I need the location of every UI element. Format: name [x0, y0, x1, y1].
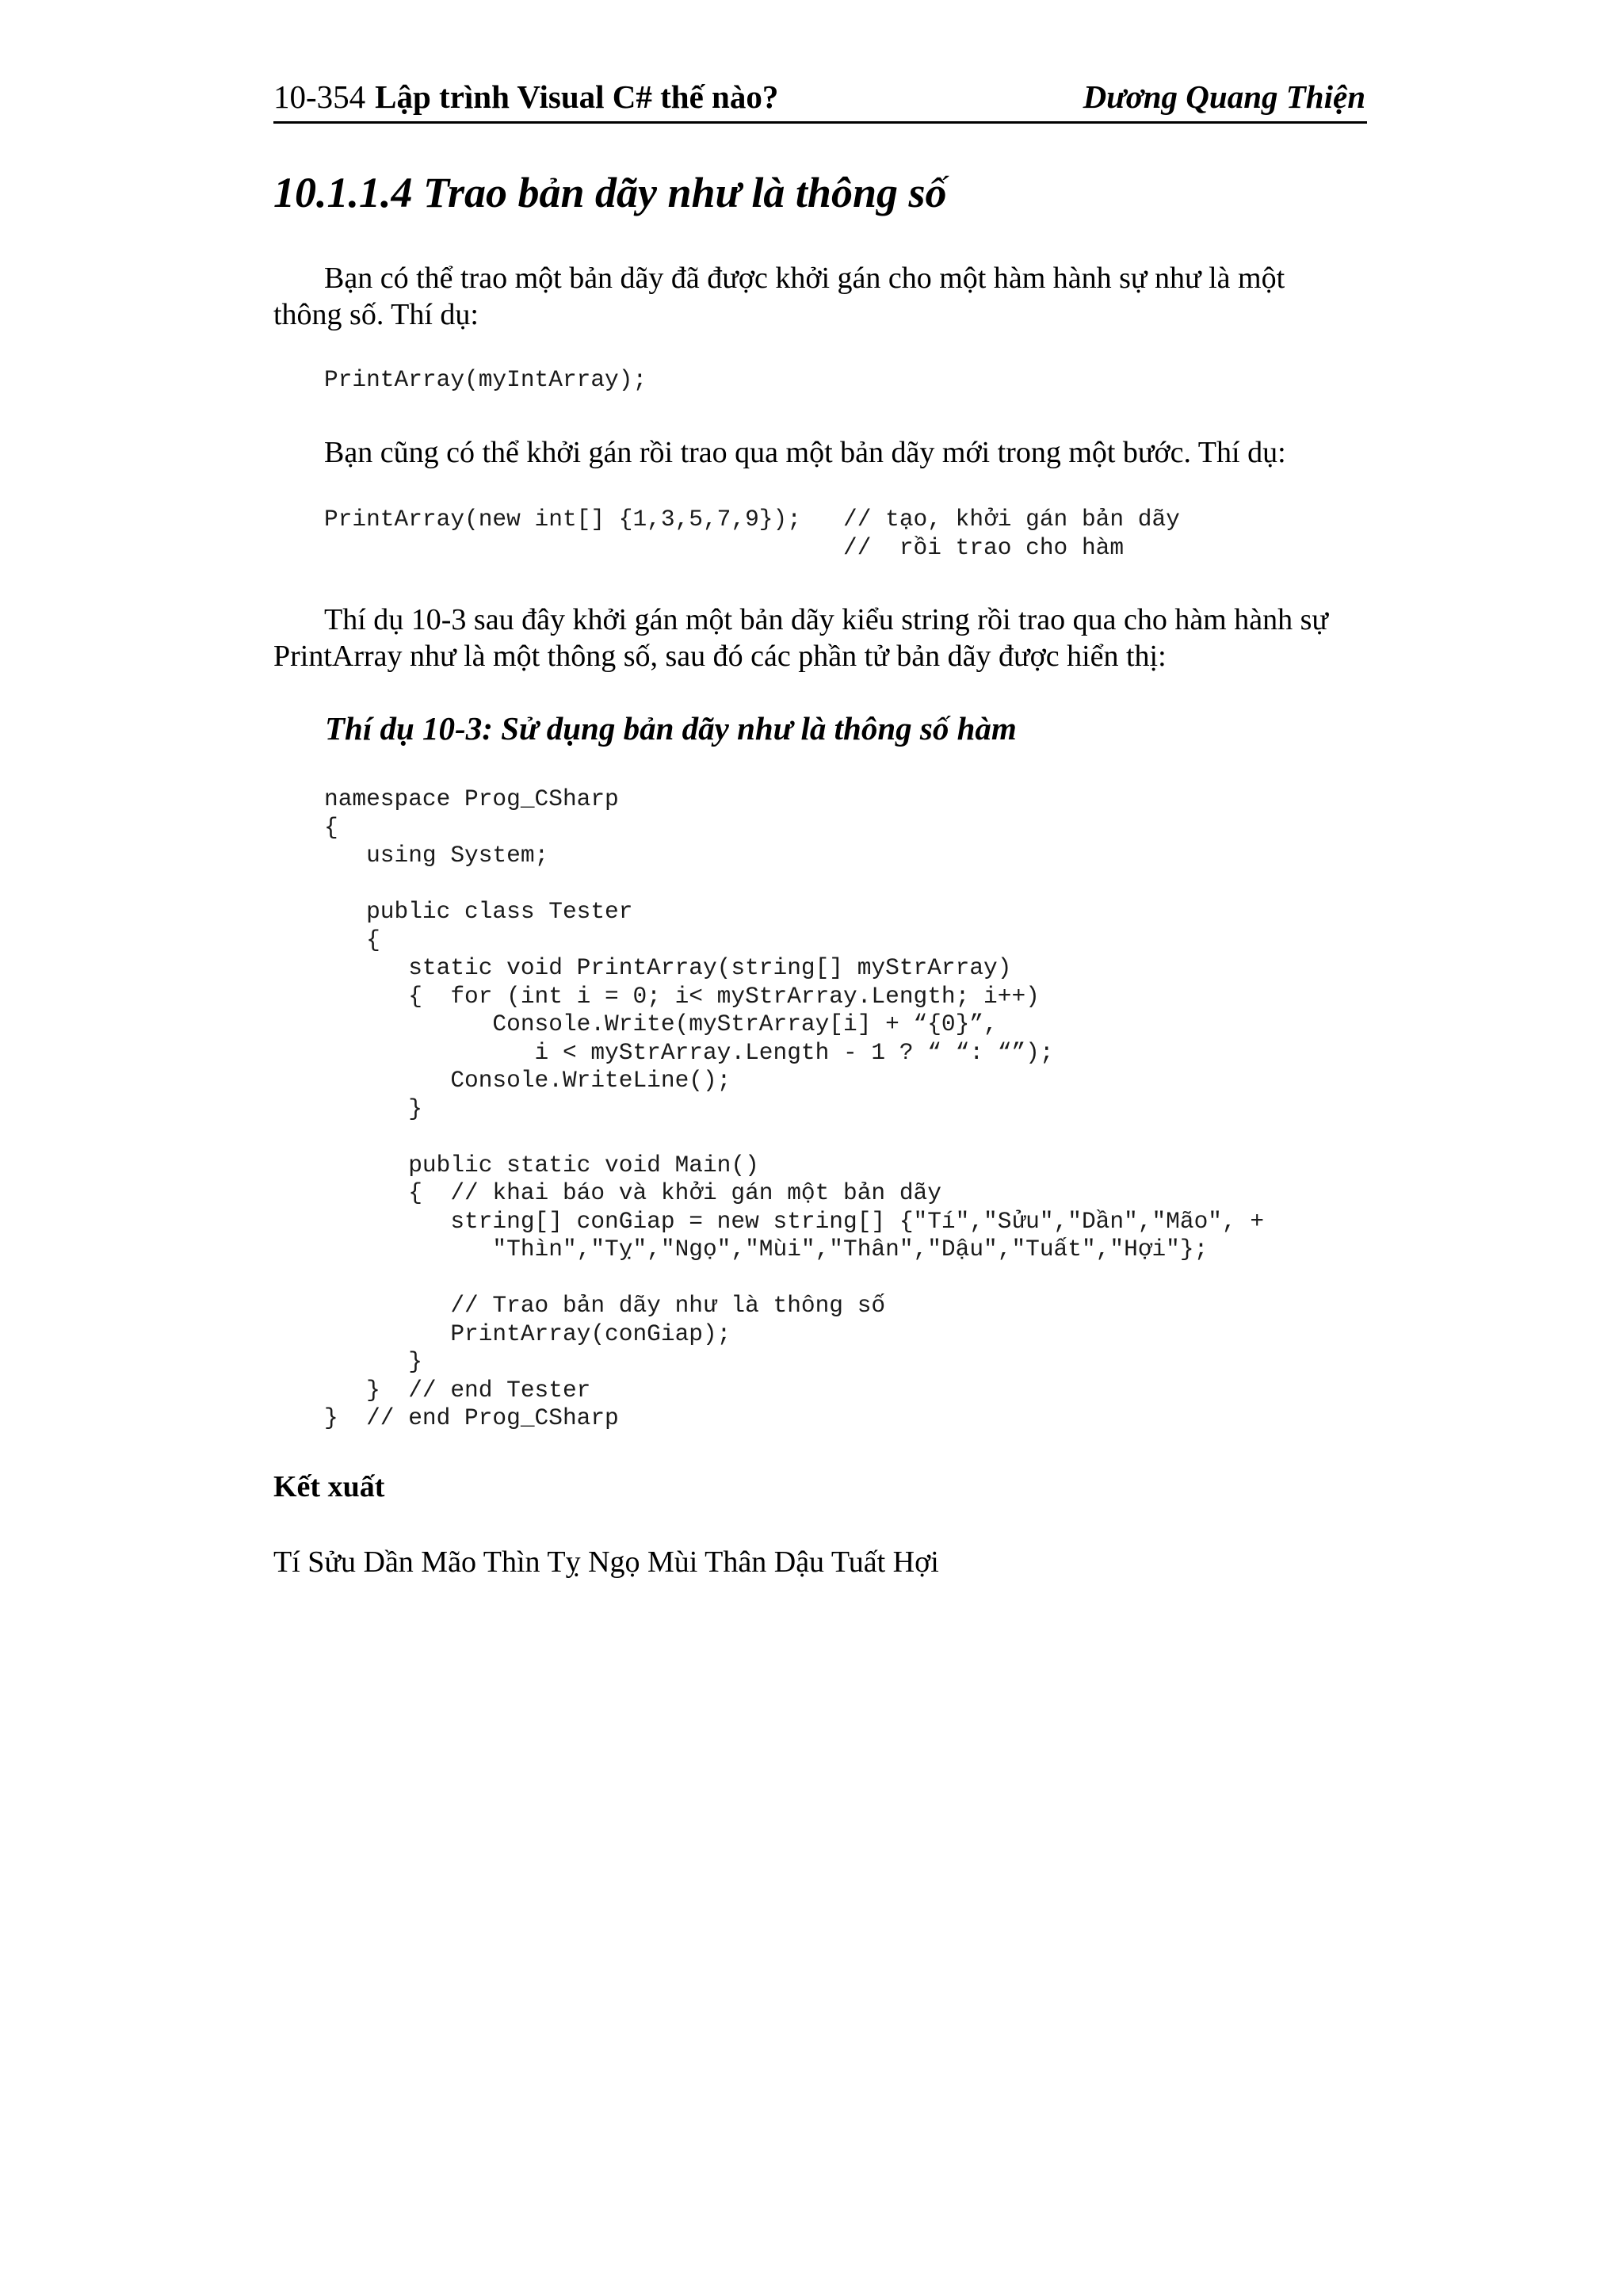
code-snippet-2: PrintArray(new int[] {1,3,5,7,9}); // tạo, khởi gán bản dãy // rồi trao cho hàm: [324, 506, 1180, 561]
author-name: Dương Quang Thiện: [1083, 78, 1365, 115]
code-snippet-1: PrintArray(myIntArray);: [324, 366, 647, 393]
paragraph-3-line-2: PrintArray như là một thông số, sau đó các phần tử bản dãy được hiển thị:: [273, 640, 1167, 673]
paragraph-1-line-2: thông số. Thí dụ:: [273, 298, 479, 331]
header-left: [273, 76, 778, 117]
book-title: Lập trình Visual C# thế nào?: [375, 78, 779, 115]
paragraph-3-line-1: Thí dụ 10-3 sau đây khởi gán một bản dãy kiểu string rồi trao qua cho hàm hành sự: [324, 603, 1328, 636]
example-code-listing: namespace Prog_CSharp { using System; public class Tester { static void PrintArray(string[] myStrArray) { for (int i = 0; i< myStrArray.Length; i++) Console.Write(myStrArray[i] + “{0}”, i < myStrArray.Length - 1 ? “ “: “”); Console.WriteLine(); } public static void Main() { // khai báo và khởi gán một bản dãy string[] conGiap = new string[] {"Tí","Sửu","Dần","Mão", + "Thìn","Tỵ","Ngọ","Mùi","Thân","Dậu","Tuất","Hợi"}; // Trao bản dãy như là thông số PrintArray(conGiap); } } // end Tester } // end Prog_CSharp: [324, 785, 1265, 1431]
section-title: 10.1.1.4 Trao bản dãy như là thông số: [273, 169, 947, 216]
paragraph-1-line-1: Bạn có thể trao một bản dãy đã được khởi gán cho một hàm hành sự như là một: [324, 262, 1285, 295]
paragraph-2: Bạn cũng có thể khởi gán rồi trao qua một bản dãy mới trong một bước. Thí dụ:: [324, 436, 1286, 469]
page-header: [273, 76, 1367, 124]
output-text: Tí Sửu Dần Mão Thìn Tỵ Ngọ Mùi Thân Dậu Tuất Hợi: [273, 1545, 939, 1579]
page-number: 10-354: [273, 78, 366, 115]
output-heading: Kết xuất: [273, 1470, 385, 1503]
example-caption: Thí dụ 10-3: Sử dụng bản dãy như là thông số hàm: [325, 710, 1017, 747]
